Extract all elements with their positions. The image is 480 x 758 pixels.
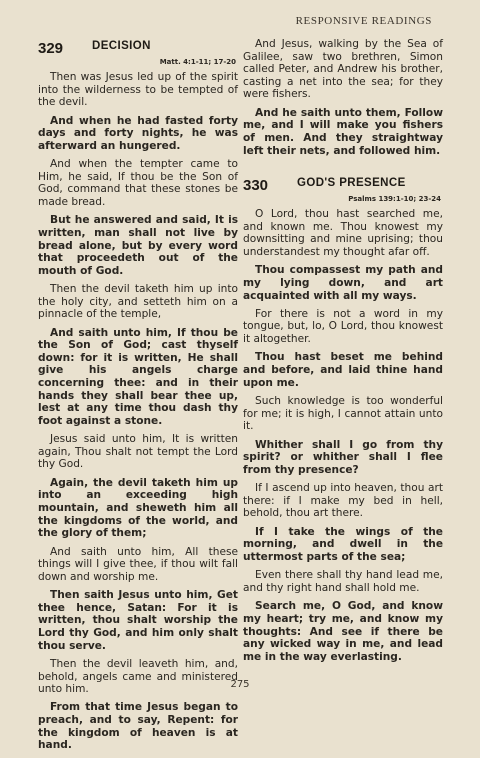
response-line: Thou compassest my path and my lying down, and art acquainted with all my ways. [243,264,443,302]
response-line: Search me, O God, and know my heart; try me, and know my thoughts: And see if there be any wicked way in me, and lead me in the way everlasting. [243,600,443,663]
response-line: If I take the wings of the morning, and dwell in the uttermost parts of the sea; [243,525,443,563]
leader-line: For there is not a word in my tongue, but, lo, O Lord, thou knowest it altogether. [243,307,443,346]
response-line: And saith unto him, If thou be the Son of God; cast thyself down: for it is written, He shall give his angels charge concerning thee: and in their hands they shall bear thee up, lest at any time thou dash thy foot against a stone. [38,326,238,427]
response-line: But he answered and said, It is written, man shall not live by bread alone, but by every word that proceedeth out of the mouth of God. [38,214,238,277]
leader-line: Such knowledge is too wonderful for me; it is high, I cannot attain unto it. [243,395,443,433]
section-330 [243,175,443,663]
scripture-reference: Matt. 4:1-11; 17-20 [159,58,236,66]
section-number: 329 [38,40,64,57]
reading-paragraphs-329 [38,71,238,752]
leader-line: If I ascend up into heaven, thou art there: if I make my bed in hell, behold, thou art there. [243,482,443,520]
reading-paragraphs-330 [243,208,443,663]
leader-line: Then the devil taketh him up into the holy city, and setteth him on a pinnacle of the temple, [38,283,238,321]
section-header-330 [243,175,443,195]
response-line: Whither shall I go from thy spirit? or whither shall I flee from thy presence? [243,438,443,476]
leader-line: Even there shall thy hand lead me, and thy right hand shall hold me. [243,569,443,594]
leader-line: And Jesus, walking by the Sea of Galilee, saw two brethren, Simon called Peter, and Andrew his brother, casting a net into the sea; for they were fishers. [243,38,443,101]
scripture-reference: Psalms 139:1-10; 23-24 [348,195,441,204]
left-column [38,38,238,758]
response-line: And he saith unto them, Follow me, and I will make you fishers of men. And they straightway left their nets, and followed him. [243,106,443,157]
page-number: 275 [230,679,250,690]
leader-line: Then was Jesus led up of the spirit into the wilderness to be tempted of the devil. [38,71,238,109]
response-line: Again, the devil taketh him up into an exceeding high mountain, and sheweth him all the kingdoms of the world, and the glory of them; [38,476,238,540]
response-line: And when he had fasted forty days and forty nights, he was afterward an hungered. [38,114,238,152]
leader-line: And saith unto him, All these things will I give thee, if thou wilt fall down and worship me. [38,545,238,583]
right-column [243,38,443,669]
response-line: Then saith Jesus unto him, Get thee hence, Satan: For it is written, thou shalt worship the Lord thy God, and him only shalt thou serve. [38,589,238,652]
section-number: 330 [243,177,269,195]
section-title: DECISION [92,40,151,52]
leader-line: O Lord, thou hast searched me, and known me. Thou knowest my downsitting and mine uprising; thou understandest my thought afar off. [243,208,443,258]
leader-line: Jesus said unto him, It is written again, Thou shalt not tempt the Lord thy God. [38,433,238,471]
section-title: GOD'S PRESENCE [297,177,406,190]
section-header-329 [38,38,238,58]
running-head: RESPONSIVE READINGS [295,15,432,27]
reading-paragraphs-329-continued [243,38,443,157]
leader-line: And when the tempter came to Him, he said, If thou be the Son of God, command that these stones be made bread. [38,158,238,208]
response-line: Thou hast beset me behind and before, and laid thine hand upon me. [243,351,443,389]
leader-line: Then the devil leaveth him, and, behold, angels came and ministered unto him. [38,657,238,696]
response-line: From that time Jesus began to preach, and to say, Repent: for the kingdom of heaven is at hand. [38,701,238,752]
